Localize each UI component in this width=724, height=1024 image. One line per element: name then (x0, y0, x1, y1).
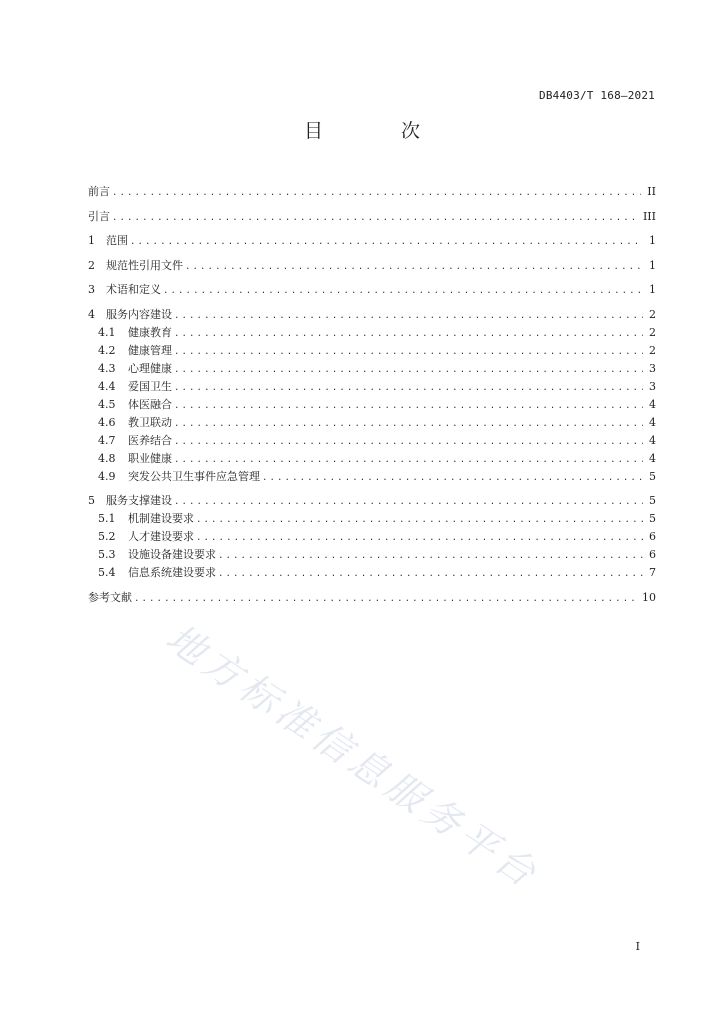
toc-entry-number: 4 (88, 307, 95, 321)
toc-entry-number: 4.8 (98, 451, 116, 465)
toc-entry-title: 健康管理 (128, 343, 172, 357)
toc-entry-label (98, 468, 262, 486)
toc-dot-leader (218, 565, 643, 583)
toc-entry-page: 4 (649, 415, 656, 429)
toc-entry-page: 3 (649, 361, 656, 375)
toc-entry-title: 突发公共卫生事件应急管理 (128, 469, 260, 483)
toc-entry-label (88, 306, 174, 324)
toc-entry-label (98, 414, 174, 432)
watermark: 地方标准信息服务平台 (158, 615, 548, 898)
toc-entry-number: 4.5 (98, 397, 116, 411)
toc-entry-page: 4 (649, 397, 656, 411)
toc-entry-title: 规范性引用文件 (106, 258, 183, 272)
toc-dot-leader (185, 258, 643, 276)
toc-entry-label (98, 528, 196, 546)
toc-dot-leader (134, 590, 636, 608)
toc-entry-number: 4.3 (98, 361, 116, 375)
toc-entry-page: 1 (649, 283, 656, 296)
toc-entry-number: 1 (88, 234, 95, 247)
toc-entry[interactable] (88, 306, 656, 324)
toc-entry-number: 5.1 (98, 512, 116, 525)
toc-entry[interactable] (88, 378, 656, 396)
toc-dot-leader (174, 325, 643, 343)
toc-entry-label (88, 183, 112, 201)
toc-entry-number: 5.2 (98, 530, 116, 543)
toc-entry-number: 4.2 (98, 343, 116, 357)
toc-entry-number: 4.7 (98, 433, 116, 447)
toc-entry[interactable] (88, 281, 656, 306)
toc-entry-number: 3 (88, 283, 95, 296)
toc-entry-page: 5 (649, 512, 656, 525)
toc-entry[interactable] (88, 324, 656, 342)
toc-entry-label (88, 281, 163, 299)
toc-entry-page: 1 (649, 258, 656, 272)
toc-entry[interactable] (88, 360, 656, 378)
toc-entry-page: II (647, 185, 656, 198)
toc-entry-page: 4 (649, 433, 656, 447)
toc-entry-title: 健康教育 (128, 325, 172, 339)
toc-dot-leader (130, 233, 643, 251)
toc-entry[interactable] (88, 396, 656, 414)
toc-dot-leader (174, 451, 643, 469)
toc-entry-title: 医养结合 (128, 433, 172, 447)
toc-entry-number: 5.4 (98, 566, 116, 579)
toc-entry-label (98, 564, 218, 582)
toc-entry-number: 2 (88, 258, 95, 272)
toc-entry-page: 1 (649, 234, 656, 247)
toc-entry-label (98, 396, 174, 414)
toc-entry[interactable] (88, 414, 656, 432)
toc-entry-label (98, 510, 196, 528)
toc-entry-page: III (642, 209, 656, 223)
toc-dot-leader (174, 397, 643, 415)
toc-dot-leader (174, 361, 643, 379)
toc-entry[interactable] (88, 564, 656, 589)
toc-entry-number: 5 (88, 494, 95, 507)
toc-entry-title: 前言 (88, 185, 110, 198)
toc-entry-page: 2 (649, 343, 656, 357)
toc-entry-label (98, 432, 174, 450)
toc-entry-title: 人才建设要求 (128, 530, 194, 543)
toc-dot-leader (174, 307, 643, 325)
toc-entry-title: 引言 (88, 209, 110, 223)
toc-entry-page: 7 (649, 566, 656, 579)
toc-entry-title: 教卫联动 (128, 415, 172, 429)
toc-entry-title: 术语和定义 (106, 283, 161, 296)
toc-entry-label (98, 360, 174, 378)
page-number: I (635, 940, 640, 953)
toc-dot-leader (174, 415, 643, 433)
toc-dot-leader (218, 547, 643, 565)
toc-entry-number: 4.9 (98, 469, 116, 483)
toc-entry[interactable] (88, 492, 656, 510)
toc-entry-number: 4.1 (98, 325, 116, 339)
toc-entry[interactable] (88, 257, 656, 282)
toc-entry-label (98, 324, 174, 342)
toc-dot-leader (174, 493, 643, 511)
toc-entry[interactable] (88, 528, 656, 546)
toc-entry-label (98, 342, 174, 360)
toc-entry[interactable] (88, 546, 656, 564)
toc-entry-title: 体医融合 (128, 397, 172, 411)
toc-dot-leader (174, 433, 643, 451)
toc-entry-page: 5 (649, 494, 656, 507)
toc-entry-label (98, 546, 218, 564)
toc-dot-leader (112, 184, 641, 202)
document-code: DB4403/T 168—2021 (539, 89, 655, 102)
table-of-contents (88, 183, 656, 613)
toc-entry-number: 4.4 (98, 379, 116, 393)
toc-entry[interactable] (88, 183, 656, 208)
toc-entry[interactable] (88, 450, 656, 468)
toc-entry[interactable] (88, 589, 656, 614)
toc-entry-number: 5.3 (98, 548, 116, 561)
toc-entry-title: 设施设备建设要求 (128, 548, 216, 561)
toc-dot-leader (112, 209, 637, 227)
toc-entry-label (88, 589, 134, 607)
toc-entry-page: 3 (649, 379, 656, 393)
toc-entry-label (88, 208, 112, 226)
toc-entry-title: 爱国卫生 (128, 379, 172, 393)
toc-entry-number: 4.6 (98, 415, 116, 429)
toc-entry-label (88, 257, 185, 275)
toc-title: 目 次 (303, 120, 457, 142)
toc-entry-title: 心理健康 (128, 361, 172, 375)
toc-dot-leader (196, 529, 643, 547)
toc-entry-page: 4 (649, 451, 656, 465)
toc-entry-label (98, 450, 174, 468)
toc-entry-title: 范围 (106, 234, 128, 247)
toc-entry-page: 10 (642, 590, 656, 604)
toc-entry-label (88, 232, 130, 250)
toc-dot-leader (262, 469, 643, 487)
toc-dot-leader (174, 343, 643, 361)
toc-dot-leader (174, 379, 643, 397)
toc-dot-leader (163, 282, 643, 300)
toc-entry-page: 6 (649, 530, 656, 543)
toc-entry-title: 职业健康 (128, 451, 172, 465)
toc-entry[interactable] (88, 510, 656, 528)
toc-entry-page: 2 (649, 325, 656, 339)
toc-entry[interactable] (88, 232, 656, 257)
toc-entry[interactable] (88, 432, 656, 450)
toc-entry-page: 6 (649, 548, 656, 561)
toc-entry-page: 5 (649, 469, 656, 483)
toc-entry-title: 机制建设要求 (128, 512, 194, 525)
toc-dot-leader (196, 511, 643, 529)
toc-entry-title: 服务支撑建设 (106, 494, 172, 507)
toc-entry-label (98, 378, 174, 396)
toc-entry-title: 参考文献 (88, 590, 132, 604)
toc-entry[interactable] (88, 342, 656, 360)
toc-entry-page: 2 (649, 307, 656, 321)
toc-entry[interactable] (88, 468, 656, 493)
toc-entry-title: 服务内容建设 (106, 307, 172, 321)
toc-entry-title: 信息系统建设要求 (128, 566, 216, 579)
toc-entry-label (88, 492, 174, 510)
toc-entry[interactable] (88, 208, 656, 233)
